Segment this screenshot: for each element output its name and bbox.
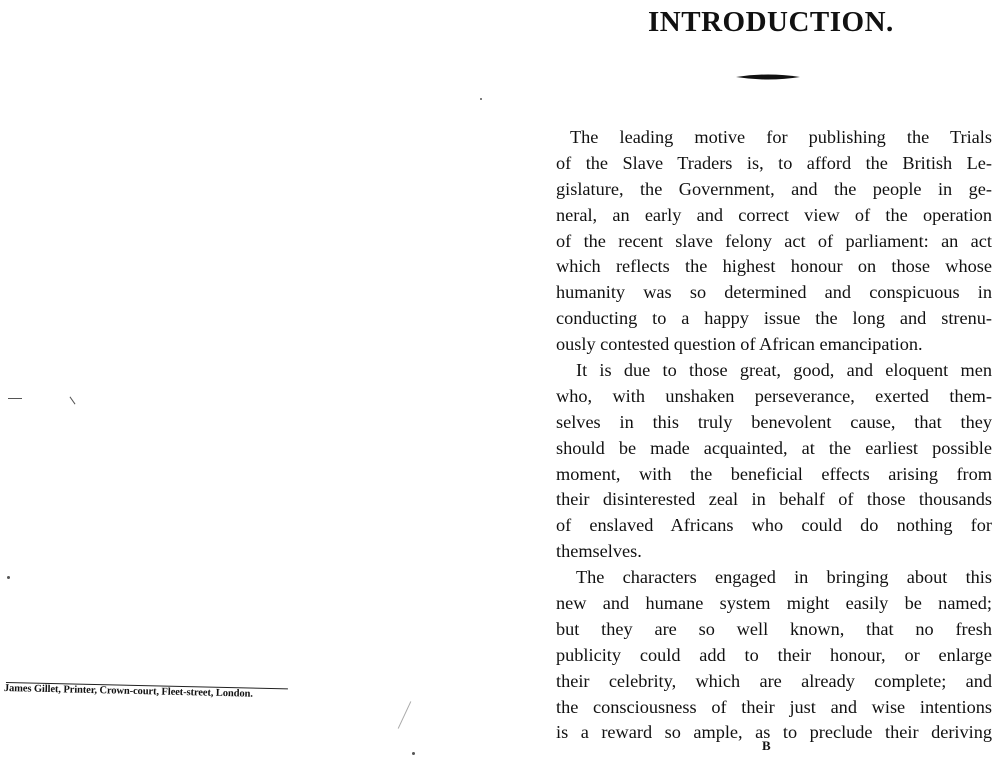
text-line: ously contested question of African emancipation. bbox=[556, 334, 923, 355]
text-line: their celebrity, which are already complete; and bbox=[556, 670, 992, 691]
text-line: which reflects the highest honour on those whose bbox=[556, 256, 992, 277]
text-line: selves in this truly benevolent cause, that they bbox=[556, 411, 992, 432]
signature-mark: B bbox=[762, 738, 771, 753]
printer-imprint: James Gillet, Printer, Crown-court, Fleet-street, London. bbox=[3, 683, 253, 700]
ink-speck bbox=[480, 98, 482, 100]
ink-speck bbox=[398, 701, 412, 729]
ink-speck bbox=[7, 576, 10, 579]
text-line: It is due to those great, good, and eloquent men bbox=[576, 360, 992, 381]
text-line: gislature, the Government, and the people in ge- bbox=[556, 178, 992, 199]
tapered-rule-ornament bbox=[736, 70, 800, 84]
text-line: new and humane system might easily be named; bbox=[556, 593, 992, 614]
text-line: is a reward so ample, as to preclude their deriving bbox=[556, 722, 992, 743]
text-line: their disinterested zeal in behalf of those thousands bbox=[556, 489, 992, 510]
text-line: but they are so well known, that no fresh bbox=[556, 618, 992, 639]
text-line: who, with unshaken perseverance, exerted them- bbox=[556, 385, 992, 406]
text-line: should be made acquainted, at the earliest possible bbox=[556, 437, 992, 458]
text-line: neral, an early and correct view of the operation bbox=[556, 204, 992, 225]
text-line: of the recent slave felony act of parliament: an act bbox=[556, 230, 992, 251]
text-line: of the Slave Traders is, to afford the British Le- bbox=[556, 152, 992, 173]
text-line: The characters engaged in bringing about this bbox=[576, 567, 992, 588]
ink-speck bbox=[8, 398, 22, 399]
text-line: humanity was so determined and conspicuous in bbox=[556, 282, 992, 303]
ink-speck bbox=[412, 752, 415, 755]
body-text bbox=[556, 125, 992, 746]
text-line: conducting to a happy issue the long and strenu- bbox=[556, 308, 992, 329]
text-line: of enslaved Africans who could do nothing for bbox=[556, 515, 992, 536]
right-page bbox=[500, 0, 1000, 764]
ink-speck bbox=[70, 397, 76, 405]
text-line: themselves. bbox=[556, 541, 642, 562]
text-line: publicity could add to their honour, or enlarge bbox=[556, 644, 992, 665]
text-line: The leading motive for publishing the Trials bbox=[570, 127, 992, 147]
text-line: the consciousness of their just and wise intentions bbox=[556, 696, 992, 717]
text-line: moment, with the beneficial effects arising from bbox=[556, 463, 992, 484]
page-heading: INTRODUCTION. bbox=[648, 6, 894, 38]
